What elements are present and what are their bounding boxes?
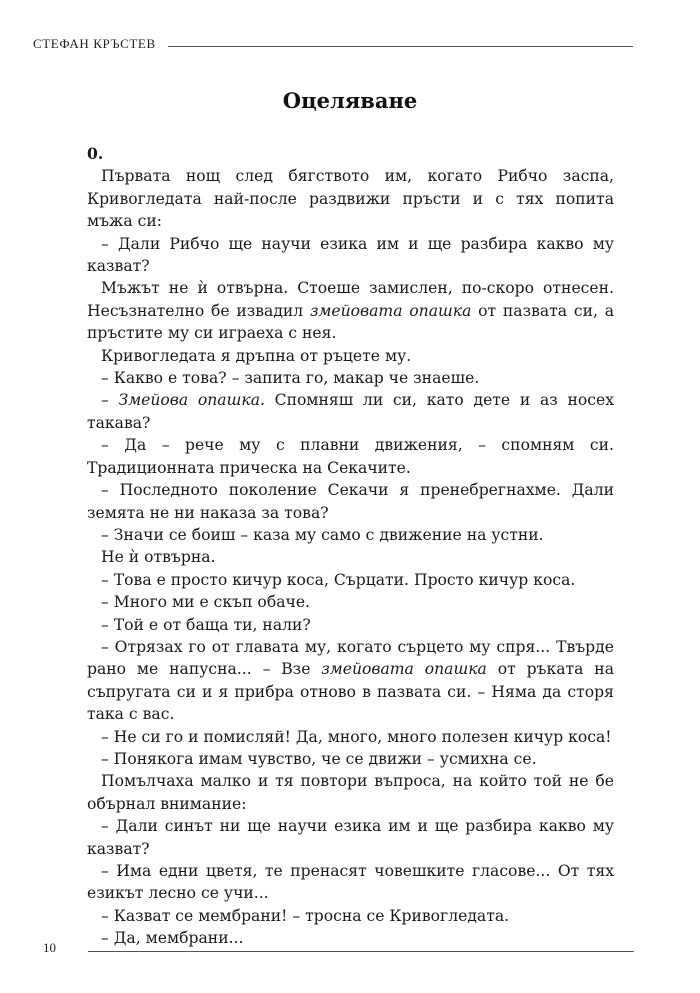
paragraph xyxy=(87,434,614,479)
text-run: Помълчаха малко и тя повтори въпроса, на който той не бе обърнал внимание: xyxy=(87,772,614,813)
paragraph xyxy=(87,748,614,770)
text-run: Не ѝ отвърна. xyxy=(101,548,216,567)
italic-phrase: Змейова опашка. xyxy=(118,391,265,410)
paragraph xyxy=(87,165,614,232)
paragraph xyxy=(87,524,614,546)
italic-phrase: змейовата опашка xyxy=(321,660,487,679)
text-run: от пазвата си, а пръстите му си играеха с нея. xyxy=(87,301,614,343)
paragraph xyxy=(87,233,614,278)
paragraph xyxy=(87,546,614,568)
paragraph xyxy=(87,277,614,344)
footer-rule xyxy=(88,951,634,952)
paragraph xyxy=(87,569,614,591)
text-run: – Дали синът ни ще научи езика им и ще разбира какво му казват? xyxy=(87,817,614,858)
text-run: – Значи се боиш – каза му само с движение на устни. xyxy=(101,525,544,544)
text-run: – Да – рече му с плавни движения, – спомням си. Традиционната прическа на Секачите. xyxy=(87,436,614,477)
paragraph xyxy=(87,860,614,905)
text-run: от ръката на съпругата си и я прибра отново в пазвата си. – Няма да сторя така с вас. xyxy=(87,660,614,724)
text-run: – xyxy=(101,391,119,410)
text-run: – Дали Рибчо ще научи езика им и ще разбира какво му казват? xyxy=(87,234,614,276)
paragraph-list xyxy=(87,165,614,949)
text-run: – Той е от баща ти, нали? xyxy=(101,615,311,634)
text-run: Мъжът не ѝ отвърна. Стоеше замислен, по-скоро отнесен. Несъзнателно бе извадил xyxy=(87,279,614,320)
paragraph xyxy=(87,367,614,389)
paragraph xyxy=(87,479,614,524)
page-footer xyxy=(43,938,634,958)
running-header xyxy=(33,34,633,54)
text-run: – Това е просто кичур коса, Сърцати. Просто кичур коса. xyxy=(101,570,576,589)
paragraph xyxy=(87,345,614,367)
paragraph xyxy=(87,591,614,613)
text-run: – Има едни цветя, те пренасят човешките гласове... От тях езикът лесно се учи... xyxy=(87,862,614,903)
paragraph xyxy=(87,389,614,434)
text-run: – Последното поколение Секачи я пренебрегнахме. Дали земята не ни наказа за това? xyxy=(87,481,614,522)
paragraph xyxy=(87,815,614,860)
text-run: – Не си го и помисляй! Да, много, много полезен кичур коса! xyxy=(101,727,612,746)
paragraph xyxy=(87,636,614,726)
text-run: – Отрязах го от главата му, когато сърцето му спря... Твърде рано ме напусна... – Взе xyxy=(87,637,614,679)
text-run: Кривогледата я дръпна от ръцете му. xyxy=(101,346,412,365)
header-rule xyxy=(168,46,633,47)
paragraph xyxy=(87,726,614,748)
text-run: – Понякога имам чувство, че се движи – усмихна се. xyxy=(101,749,537,768)
paragraph xyxy=(87,905,614,927)
header-author: СТЕФАН КРЪСТЕВ xyxy=(33,36,156,51)
body-text xyxy=(87,143,614,950)
paragraph xyxy=(87,614,614,636)
paragraph xyxy=(87,770,614,815)
section-number: 0. xyxy=(87,144,104,163)
text-run: – Много ми е скъп обаче. xyxy=(101,593,311,612)
page-number: 10 xyxy=(43,940,56,955)
text-run: Първата нощ след бягството им, когато Рибчо заспа, Кривогледата най-после раздвижи пръсти и с тях попита мъжа си: xyxy=(87,167,614,231)
text-run: – Казват се мембрани! – тросна се Кривогледата. xyxy=(101,906,510,925)
text-run: – Какво е това? – запита го, макар че знаеше. xyxy=(101,369,480,388)
chapter-title: Оцеляване xyxy=(282,88,418,113)
italic-phrase: змейовата опашка xyxy=(309,301,472,320)
text-run: – Да, мембрани... xyxy=(101,929,244,948)
text-run: Спомняш ли си, като дете и аз носех такава? xyxy=(87,391,614,432)
